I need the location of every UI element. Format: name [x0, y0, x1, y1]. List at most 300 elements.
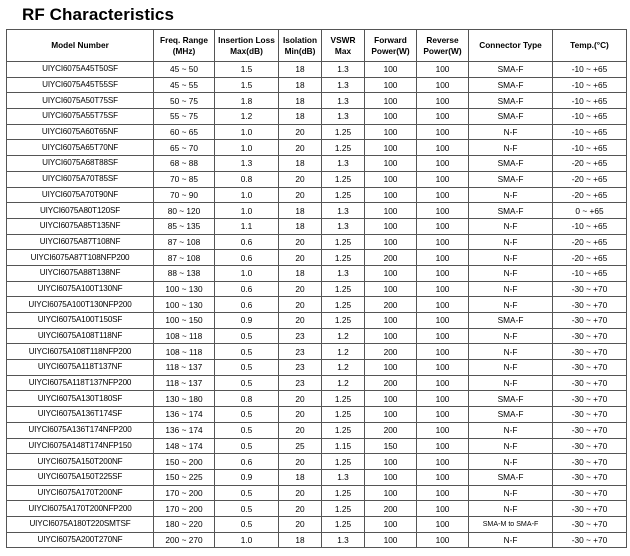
freq-range-cell: 180 ~ 220 [154, 516, 215, 532]
model-number-cell: UIYCI6075A108T118NF [7, 328, 154, 344]
column-header-reverse-power: Reverse Power(W) [417, 30, 469, 62]
reverse-power-cell: 100 [417, 438, 469, 454]
table-row [7, 532, 627, 548]
connector-type-cell: SMA-F [469, 62, 553, 78]
connector-type-cell: SMA-F [469, 469, 553, 485]
freq-range-cell: 87 ~ 108 [154, 250, 215, 266]
isolation-cell: 18 [279, 62, 322, 78]
model-number-cell: UIYCI6075A87T108NF [7, 234, 154, 250]
freq-range-cell: 65 ~ 70 [154, 140, 215, 156]
temperature-cell: -30 ~ +70 [553, 516, 627, 532]
reverse-power-cell: 100 [417, 485, 469, 501]
vswr-cell: 1.2 [322, 375, 365, 391]
connector-type-cell: SMA-M to SMA-F [469, 516, 553, 532]
connector-type-cell: N-F [469, 360, 553, 376]
column-header-connector-type: Connector Type [469, 30, 553, 62]
isolation-cell: 20 [279, 250, 322, 266]
model-number-cell: UIYCI6075A88T138NF [7, 265, 154, 281]
freq-range-cell: 100 ~ 150 [154, 313, 215, 329]
reverse-power-cell: 100 [417, 313, 469, 329]
freq-range-cell: 85 ~ 135 [154, 218, 215, 234]
table-header-row [7, 30, 627, 62]
freq-range-cell: 88 ~ 138 [154, 265, 215, 281]
insertion-loss-cell: 0.5 [215, 407, 279, 423]
column-header-model-number: Model Number [7, 30, 154, 62]
freq-range-cell: 118 ~ 137 [154, 360, 215, 376]
temperature-cell: -10 ~ +65 [553, 265, 627, 281]
freq-range-cell: 148 ~ 174 [154, 438, 215, 454]
forward-power-cell: 100 [365, 407, 417, 423]
isolation-cell: 20 [279, 234, 322, 250]
freq-range-cell: 70 ~ 90 [154, 187, 215, 203]
model-number-cell: UIYCI6075A60T65NF [7, 124, 154, 140]
forward-power-cell: 100 [365, 203, 417, 219]
vswr-cell: 1.3 [322, 203, 365, 219]
insertion-loss-cell: 0.9 [215, 313, 279, 329]
isolation-cell: 20 [279, 313, 322, 329]
insertion-loss-cell: 0.5 [215, 422, 279, 438]
model-number-cell: UIYCI6075A136T174NFP200 [7, 422, 154, 438]
table-row [7, 250, 627, 266]
reverse-power-cell: 100 [417, 297, 469, 313]
temperature-cell: -30 ~ +70 [553, 454, 627, 470]
model-number-cell: UIYCI6075A118T137NFP200 [7, 375, 154, 391]
insertion-loss-cell: 1.0 [215, 124, 279, 140]
isolation-cell: 23 [279, 375, 322, 391]
freq-range-cell: 108 ~ 118 [154, 328, 215, 344]
table-row [7, 281, 627, 297]
insertion-loss-cell: 1.0 [215, 140, 279, 156]
reverse-power-cell: 100 [417, 203, 469, 219]
vswr-cell: 1.3 [322, 62, 365, 78]
table-row [7, 375, 627, 391]
temperature-cell: -30 ~ +70 [553, 360, 627, 376]
temperature-cell: -30 ~ +70 [553, 407, 627, 423]
isolation-cell: 18 [279, 93, 322, 109]
model-number-cell: UIYCI6075A65T70NF [7, 140, 154, 156]
temperature-cell: -20 ~ +65 [553, 250, 627, 266]
temperature-cell: -30 ~ +70 [553, 469, 627, 485]
vswr-cell: 1.25 [322, 485, 365, 501]
insertion-loss-cell: 0.6 [215, 297, 279, 313]
model-number-cell: UIYCI6075A130T180SF [7, 391, 154, 407]
table-row [7, 124, 627, 140]
connector-type-cell: SMA-F [469, 156, 553, 172]
forward-power-cell: 100 [365, 156, 417, 172]
temperature-cell: -20 ~ +65 [553, 171, 627, 187]
temperature-cell: -30 ~ +70 [553, 391, 627, 407]
freq-range-cell: 118 ~ 137 [154, 375, 215, 391]
freq-range-cell: 108 ~ 118 [154, 344, 215, 360]
vswr-cell: 1.3 [322, 109, 365, 125]
freq-range-cell: 150 ~ 200 [154, 454, 215, 470]
isolation-cell: 25 [279, 438, 322, 454]
reverse-power-cell: 100 [417, 501, 469, 517]
model-number-cell: UIYCI6075A118T137NF [7, 360, 154, 376]
model-number-cell: UIYCI6075A45T50SF [7, 62, 154, 78]
rf-characteristics-table [6, 29, 627, 548]
freq-range-cell: 100 ~ 130 [154, 281, 215, 297]
model-number-cell: UIYCI6075A100T130NF [7, 281, 154, 297]
connector-type-cell: SMA-F [469, 77, 553, 93]
isolation-cell: 18 [279, 265, 322, 281]
forward-power-cell: 100 [365, 516, 417, 532]
vswr-cell: 1.25 [322, 140, 365, 156]
freq-range-cell: 68 ~ 88 [154, 156, 215, 172]
vswr-cell: 1.25 [322, 297, 365, 313]
isolation-cell: 18 [279, 156, 322, 172]
insertion-loss-cell: 1.0 [215, 532, 279, 548]
connector-type-cell: N-F [469, 140, 553, 156]
connector-type-cell: N-F [469, 344, 553, 360]
vswr-cell: 1.3 [322, 156, 365, 172]
reverse-power-cell: 100 [417, 140, 469, 156]
vswr-cell: 1.25 [322, 281, 365, 297]
vswr-cell: 1.3 [322, 265, 365, 281]
insertion-loss-cell: 0.5 [215, 485, 279, 501]
model-number-cell: UIYCI6075A170T200NF [7, 485, 154, 501]
temperature-cell: -20 ~ +65 [553, 234, 627, 250]
reverse-power-cell: 100 [417, 234, 469, 250]
table-row [7, 77, 627, 93]
reverse-power-cell: 100 [417, 281, 469, 297]
forward-power-cell: 100 [365, 77, 417, 93]
connector-type-cell: N-F [469, 375, 553, 391]
reverse-power-cell: 100 [417, 265, 469, 281]
temperature-cell: -30 ~ +70 [553, 422, 627, 438]
insertion-loss-cell: 0.9 [215, 469, 279, 485]
forward-power-cell: 100 [365, 187, 417, 203]
reverse-power-cell: 100 [417, 62, 469, 78]
insertion-loss-cell: 1.5 [215, 62, 279, 78]
forward-power-cell: 100 [365, 93, 417, 109]
connector-type-cell: SMA-F [469, 93, 553, 109]
connector-type-cell: N-F [469, 454, 553, 470]
model-number-cell: UIYCI6075A148T174NFP150 [7, 438, 154, 454]
reverse-power-cell: 100 [417, 360, 469, 376]
isolation-cell: 18 [279, 109, 322, 125]
forward-power-cell: 100 [365, 124, 417, 140]
forward-power-cell: 100 [365, 62, 417, 78]
column-header-forward-power: Forward Power(W) [365, 30, 417, 62]
model-number-cell: UIYCI6075A50T75SF [7, 93, 154, 109]
freq-range-cell: 170 ~ 200 [154, 501, 215, 517]
temperature-cell: -20 ~ +65 [553, 187, 627, 203]
isolation-cell: 18 [279, 469, 322, 485]
connector-type-cell: N-F [469, 124, 553, 140]
forward-power-cell: 200 [365, 344, 417, 360]
freq-range-cell: 80 ~ 120 [154, 203, 215, 219]
vswr-cell: 1.15 [322, 438, 365, 454]
table-row [7, 218, 627, 234]
vswr-cell: 1.25 [322, 234, 365, 250]
reverse-power-cell: 100 [417, 391, 469, 407]
freq-range-cell: 55 ~ 75 [154, 109, 215, 125]
freq-range-cell: 170 ~ 200 [154, 485, 215, 501]
column-header-temperature: Temp.(°C) [553, 30, 627, 62]
table-row [7, 516, 627, 532]
insertion-loss-cell: 0.5 [215, 375, 279, 391]
temperature-cell: -10 ~ +65 [553, 140, 627, 156]
insertion-loss-cell: 1.5 [215, 77, 279, 93]
table-row [7, 313, 627, 329]
isolation-cell: 20 [279, 281, 322, 297]
freq-range-cell: 45 ~ 50 [154, 62, 215, 78]
freq-range-cell: 100 ~ 130 [154, 297, 215, 313]
vswr-cell: 1.25 [322, 187, 365, 203]
freq-range-cell: 200 ~ 270 [154, 532, 215, 548]
insertion-loss-cell: 1.1 [215, 218, 279, 234]
forward-power-cell: 100 [365, 360, 417, 376]
model-number-cell: UIYCI6075A68T88SF [7, 156, 154, 172]
table-row [7, 469, 627, 485]
freq-range-cell: 70 ~ 85 [154, 171, 215, 187]
connector-type-cell: SMA-F [469, 407, 553, 423]
vswr-cell: 1.25 [322, 501, 365, 517]
temperature-cell: -10 ~ +65 [553, 62, 627, 78]
connector-type-cell: SMA-F [469, 391, 553, 407]
freq-range-cell: 150 ~ 225 [154, 469, 215, 485]
table-row [7, 422, 627, 438]
connector-type-cell: N-F [469, 218, 553, 234]
forward-power-cell: 100 [365, 328, 417, 344]
vswr-cell: 1.25 [322, 454, 365, 470]
forward-power-cell: 150 [365, 438, 417, 454]
connector-type-cell: SMA-F [469, 109, 553, 125]
reverse-power-cell: 100 [417, 532, 469, 548]
isolation-cell: 20 [279, 297, 322, 313]
temperature-cell: -30 ~ +70 [553, 501, 627, 517]
vswr-cell: 1.25 [322, 516, 365, 532]
vswr-cell: 1.25 [322, 407, 365, 423]
table-row [7, 171, 627, 187]
model-number-cell: UIYCI6075A100T130NFP200 [7, 297, 154, 313]
insertion-loss-cell: 1.8 [215, 93, 279, 109]
vswr-cell: 1.2 [322, 360, 365, 376]
reverse-power-cell: 100 [417, 93, 469, 109]
reverse-power-cell: 100 [417, 328, 469, 344]
isolation-cell: 20 [279, 501, 322, 517]
model-number-cell: UIYCI6075A80T120SF [7, 203, 154, 219]
table-row [7, 265, 627, 281]
isolation-cell: 20 [279, 171, 322, 187]
insertion-loss-cell: 0.6 [215, 454, 279, 470]
table-row [7, 438, 627, 454]
isolation-cell: 20 [279, 407, 322, 423]
vswr-cell: 1.3 [322, 218, 365, 234]
temperature-cell: -20 ~ +65 [553, 156, 627, 172]
forward-power-cell: 100 [365, 313, 417, 329]
insertion-loss-cell: 0.5 [215, 344, 279, 360]
vswr-cell: 1.3 [322, 77, 365, 93]
connector-type-cell: SMA-F [469, 203, 553, 219]
vswr-cell: 1.25 [322, 313, 365, 329]
insertion-loss-cell: 1.2 [215, 109, 279, 125]
forward-power-cell: 100 [365, 218, 417, 234]
isolation-cell: 18 [279, 203, 322, 219]
reverse-power-cell: 100 [417, 171, 469, 187]
isolation-cell: 23 [279, 328, 322, 344]
vswr-cell: 1.2 [322, 344, 365, 360]
reverse-power-cell: 100 [417, 454, 469, 470]
forward-power-cell: 100 [365, 391, 417, 407]
reverse-power-cell: 100 [417, 218, 469, 234]
freq-range-cell: 87 ~ 108 [154, 234, 215, 250]
forward-power-cell: 100 [365, 234, 417, 250]
insertion-loss-cell: 0.5 [215, 438, 279, 454]
forward-power-cell: 100 [365, 109, 417, 125]
isolation-cell: 20 [279, 454, 322, 470]
connector-type-cell: N-F [469, 485, 553, 501]
forward-power-cell: 100 [365, 454, 417, 470]
column-header-insertion-loss: Insertion Loss Max(dB) [215, 30, 279, 62]
table-row [7, 391, 627, 407]
table-row [7, 62, 627, 78]
table-row [7, 93, 627, 109]
vswr-cell: 1.2 [322, 328, 365, 344]
isolation-cell: 20 [279, 124, 322, 140]
temperature-cell: -30 ~ +70 [553, 344, 627, 360]
freq-range-cell: 50 ~ 75 [154, 93, 215, 109]
temperature-cell: -30 ~ +70 [553, 485, 627, 501]
connector-type-cell: N-F [469, 422, 553, 438]
reverse-power-cell: 100 [417, 250, 469, 266]
forward-power-cell: 100 [365, 532, 417, 548]
connector-type-cell: N-F [469, 501, 553, 517]
temperature-cell: -10 ~ +65 [553, 109, 627, 125]
reverse-power-cell: 100 [417, 156, 469, 172]
isolation-cell: 23 [279, 360, 322, 376]
reverse-power-cell: 100 [417, 422, 469, 438]
table-row [7, 344, 627, 360]
forward-power-cell: 200 [365, 422, 417, 438]
table-row [7, 454, 627, 470]
table-row [7, 187, 627, 203]
insertion-loss-cell: 1.3 [215, 156, 279, 172]
model-number-cell: UIYCI6075A150T225SF [7, 469, 154, 485]
forward-power-cell: 100 [365, 485, 417, 501]
table-row [7, 156, 627, 172]
model-number-cell: UIYCI6075A85T135NF [7, 218, 154, 234]
temperature-cell: -30 ~ +70 [553, 313, 627, 329]
isolation-cell: 23 [279, 344, 322, 360]
table-body [7, 62, 627, 548]
forward-power-cell: 100 [365, 265, 417, 281]
isolation-cell: 18 [279, 218, 322, 234]
model-number-cell: UIYCI6075A45T55SF [7, 77, 154, 93]
vswr-cell: 1.25 [322, 250, 365, 266]
isolation-cell: 18 [279, 532, 322, 548]
insertion-loss-cell: 0.8 [215, 171, 279, 187]
temperature-cell: -10 ~ +65 [553, 218, 627, 234]
freq-range-cell: 60 ~ 65 [154, 124, 215, 140]
insertion-loss-cell: 1.0 [215, 203, 279, 219]
table-row [7, 501, 627, 517]
insertion-loss-cell: 0.5 [215, 328, 279, 344]
model-number-cell: UIYCI6075A108T118NFP200 [7, 344, 154, 360]
reverse-power-cell: 100 [417, 124, 469, 140]
connector-type-cell: SMA-F [469, 313, 553, 329]
insertion-loss-cell: 0.6 [215, 234, 279, 250]
model-number-cell: UIYCI6075A136T174SF [7, 407, 154, 423]
temperature-cell: -30 ~ +70 [553, 297, 627, 313]
forward-power-cell: 100 [365, 140, 417, 156]
forward-power-cell: 100 [365, 171, 417, 187]
reverse-power-cell: 100 [417, 516, 469, 532]
forward-power-cell: 200 [365, 501, 417, 517]
freq-range-cell: 136 ~ 174 [154, 407, 215, 423]
isolation-cell: 20 [279, 422, 322, 438]
insertion-loss-cell: 0.6 [215, 250, 279, 266]
temperature-cell: -30 ~ +70 [553, 438, 627, 454]
vswr-cell: 1.25 [322, 391, 365, 407]
forward-power-cell: 200 [365, 375, 417, 391]
isolation-cell: 20 [279, 485, 322, 501]
insertion-loss-cell: 0.6 [215, 281, 279, 297]
vswr-cell: 1.3 [322, 93, 365, 109]
temperature-cell: -10 ~ +65 [553, 77, 627, 93]
temperature-cell: -30 ~ +70 [553, 375, 627, 391]
table-row [7, 140, 627, 156]
model-number-cell: UIYCI6075A55T75SF [7, 109, 154, 125]
connector-type-cell: N-F [469, 328, 553, 344]
temperature-cell: 0 ~ +65 [553, 203, 627, 219]
table-row [7, 360, 627, 376]
model-number-cell: UIYCI6075A87T108NFP200 [7, 250, 154, 266]
connector-type-cell: N-F [469, 234, 553, 250]
vswr-cell: 1.3 [322, 532, 365, 548]
temperature-cell: -10 ~ +65 [553, 124, 627, 140]
insertion-loss-cell: 0.8 [215, 391, 279, 407]
forward-power-cell: 200 [365, 297, 417, 313]
reverse-power-cell: 100 [417, 344, 469, 360]
isolation-cell: 20 [279, 516, 322, 532]
vswr-cell: 1.25 [322, 124, 365, 140]
table-row [7, 407, 627, 423]
column-header-isolation: Isolation Min(dB) [279, 30, 322, 62]
connector-type-cell: N-F [469, 187, 553, 203]
connector-type-cell: N-F [469, 250, 553, 266]
connector-type-cell: N-F [469, 265, 553, 281]
insertion-loss-cell: 0.5 [215, 501, 279, 517]
model-number-cell: UIYCI6075A70T90NF [7, 187, 154, 203]
connector-type-cell: N-F [469, 281, 553, 297]
forward-power-cell: 100 [365, 469, 417, 485]
freq-range-cell: 136 ~ 174 [154, 422, 215, 438]
model-number-cell: UIYCI6075A70T85SF [7, 171, 154, 187]
reverse-power-cell: 100 [417, 109, 469, 125]
column-header-vswr: VSWR Max [322, 30, 365, 62]
table-row [7, 485, 627, 501]
connector-type-cell: N-F [469, 532, 553, 548]
model-number-cell: UIYCI6075A200T270NF [7, 532, 154, 548]
table-row [7, 234, 627, 250]
model-number-cell: UIYCI6075A150T200NF [7, 454, 154, 470]
temperature-cell: -10 ~ +65 [553, 93, 627, 109]
isolation-cell: 20 [279, 391, 322, 407]
insertion-loss-cell: 1.0 [215, 265, 279, 281]
temperature-cell: -30 ~ +70 [553, 532, 627, 548]
isolation-cell: 20 [279, 187, 322, 203]
reverse-power-cell: 100 [417, 187, 469, 203]
isolation-cell: 18 [279, 77, 322, 93]
page-title: RF Characteristics [22, 5, 175, 24]
reverse-power-cell: 100 [417, 375, 469, 391]
forward-power-cell: 100 [365, 281, 417, 297]
reverse-power-cell: 100 [417, 77, 469, 93]
column-header-freq-range: Freq. Range (MHz) [154, 30, 215, 62]
table-row [7, 109, 627, 125]
